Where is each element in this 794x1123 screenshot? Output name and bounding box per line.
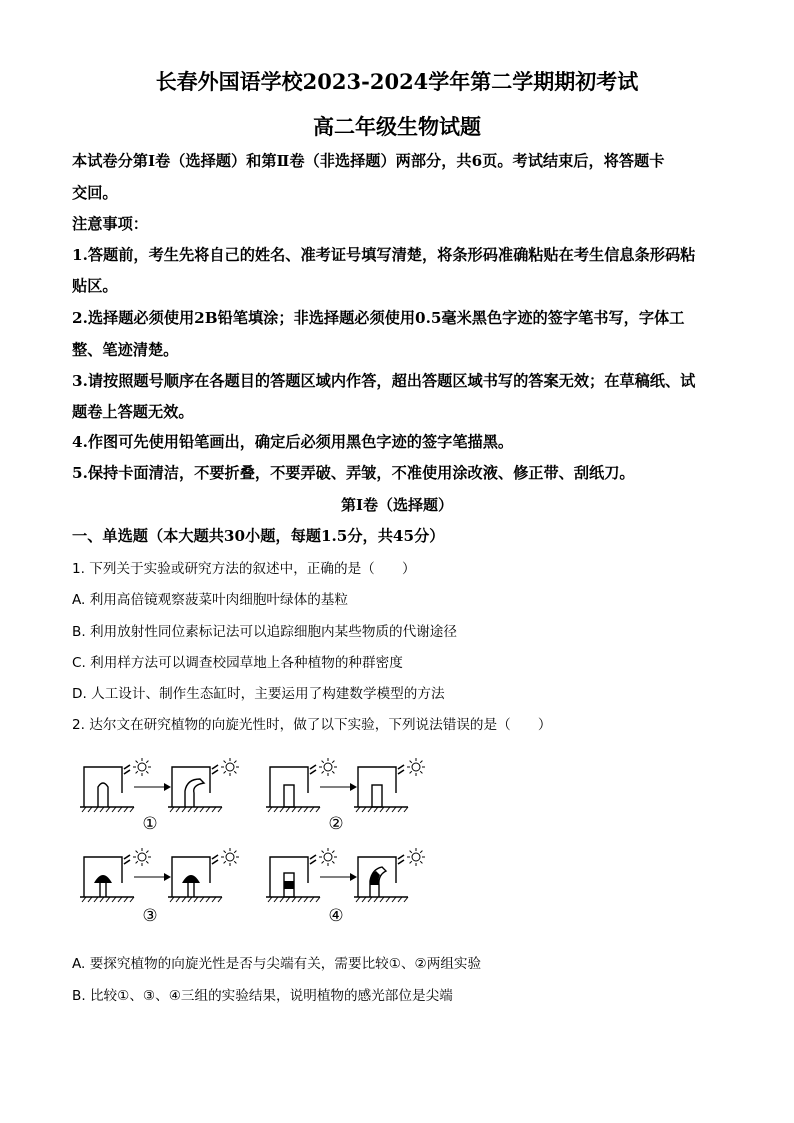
q1-option-a: A. 利用高倍镜观察菠菜叶肉细胞叶绿体的基粒 <box>72 592 348 608</box>
q2-option-a: A. 要探究植物的向旋光性是否与尖端有关，需要比较①、②两组实验 <box>72 956 482 972</box>
section-heading: 一、单选题（本大题共30小题，每题1.5分，共45分） <box>72 527 445 545</box>
notes-heading: 注意事项： <box>72 215 148 233</box>
q2-option-b: B. 比较①、③、④三组的实验结果，说明植物的感光部位是尖端 <box>72 988 453 1004</box>
exam-subtitle: 高二年级生物试题 <box>313 114 481 139</box>
note-3b: 题卷上答题无效。 <box>72 403 194 421</box>
note-1b: 贴区。 <box>72 277 118 295</box>
exam-title: 长春外国语学校2023-2024学年第二学期期初考试 <box>155 69 639 94</box>
phototropism-diagram <box>80 755 440 925</box>
q1-option-b: B. 利用放射性同位素标记法可以追踪细胞内某些物质的代谢途径 <box>72 624 457 640</box>
note-2a: 2.选择题必须使用2B铅笔填涂；非选择题必须使用0.5毫米黑色字迹的签字笔书写，字体工 <box>72 309 685 327</box>
note-5: 5.保持卡面清洁，不要折叠，不要弄破、弄皱，不准使用涂改液、修正带、刮纸刀。 <box>72 464 635 482</box>
label-2: ② <box>328 814 344 834</box>
intro-line-1: 本试卷分第Ⅰ卷（选择题）和第Ⅱ卷（非选择题）两部分，共6页。考试结束后，将答题卡 <box>72 152 665 170</box>
part-title: 第Ⅰ卷（选择题） <box>340 496 454 514</box>
note-2b: 整、笔迹清楚。 <box>72 341 179 359</box>
experiment-2 <box>266 758 425 834</box>
note-1a: 1.答题前，考生先将自己的姓名、准考证号填写清楚，将条形码准确粘贴在考生信息条形码粘 <box>72 246 696 264</box>
experiment-1 <box>80 758 239 834</box>
q1-option-d: D. 人工设计、制作生态缸时，主要运用了构建数学模型的方法 <box>72 686 445 702</box>
intro-line-2: 交回。 <box>72 184 118 202</box>
q1-option-c: C. 利用样方法可以调查校园草地上各种植物的种群密度 <box>72 655 403 671</box>
experiment-3 <box>80 848 239 925</box>
experiment-4 <box>266 848 425 925</box>
note-4: 4.作图可先使用铅笔画出，确定后必须用黑色字迹的签字笔描黑。 <box>72 433 514 451</box>
note-3a: 3.请按照题号顺序在各题目的答题区域内作答，超出答题区域书写的答案无效；在草稿纸、试 <box>72 372 696 390</box>
label-1: ① <box>142 814 158 834</box>
q2-stem: 2. 达尔文在研究植物的向旋光性时，做了以下实验，下列说法错误的是（ ） <box>72 717 552 733</box>
label-3: ③ <box>142 906 158 925</box>
q1-stem: 1. 下列关于实验或研究方法的叙述中，正确的是（ ） <box>72 561 416 577</box>
label-4: ④ <box>328 906 344 925</box>
